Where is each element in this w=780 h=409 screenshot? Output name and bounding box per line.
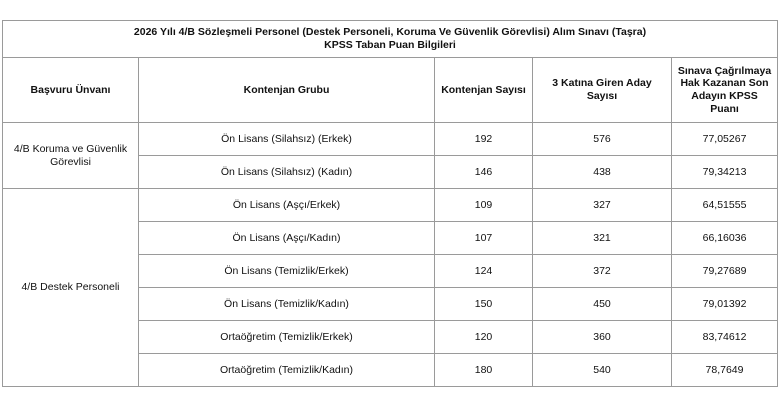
quota-group-cell: Ön Lisans (Aşçı/Kadın) (139, 222, 435, 255)
table-row (3, 123, 778, 156)
header-last-candidate-score: Sınava Çağrılmaya Hak Kazanan Son Adayın KPSS Puanı (672, 58, 778, 123)
score-cell: 79,27689 (672, 255, 778, 288)
candidates-cell: 360 (533, 321, 672, 354)
score-cell: 64,51555 (672, 189, 778, 222)
candidates-cell: 327 (533, 189, 672, 222)
quota-cell: 109 (435, 189, 533, 222)
quota-group-cell: Ortaöğretim (Temizlik/Kadın) (139, 354, 435, 387)
header-candidate-count: 3 Katına Giren Aday Sayısı (533, 58, 672, 123)
title-line-2: KPSS Taban Puan Bilgileri (324, 39, 456, 51)
candidates-cell: 321 (533, 222, 672, 255)
quota-group-cell: Ortaöğretim (Temizlik/Erkek) (139, 321, 435, 354)
group-title: 4/B Koruma ve Güvenlik Görevlisi (3, 123, 139, 189)
quota-cell: 180 (435, 354, 533, 387)
table-row (3, 189, 778, 222)
quota-cell: 146 (435, 156, 533, 189)
score-cell: 77,05267 (672, 123, 778, 156)
score-cell: 66,16036 (672, 222, 778, 255)
quota-cell: 150 (435, 288, 533, 321)
quota-group-cell: Ön Lisans (Temizlik/Erkek) (139, 255, 435, 288)
quota-cell: 107 (435, 222, 533, 255)
score-cell: 78,7649 (672, 354, 778, 387)
quota-cell: 120 (435, 321, 533, 354)
quota-group-cell: Ön Lisans (Silahsız) (Kadın) (139, 156, 435, 189)
header-quota-group: Kontenjan Grubu (139, 58, 435, 123)
candidates-cell: 372 (533, 255, 672, 288)
quota-group-cell: Ön Lisans (Silahsız) (Erkek) (139, 123, 435, 156)
kpss-score-table (2, 20, 778, 387)
quota-cell: 192 (435, 123, 533, 156)
candidates-cell: 540 (533, 354, 672, 387)
candidates-cell: 450 (533, 288, 672, 321)
candidates-cell: 576 (533, 123, 672, 156)
header-quota-count: Kontenjan Sayısı (435, 58, 533, 123)
title-line-1: 2026 Yılı 4/B Sözleşmeli Personel (Destek Personeli, Koruma Ve Güvenlik Görevlisi) Alım Sınavı (Taşra) (133, 26, 647, 39)
table-title (3, 21, 778, 58)
score-cell: 79,01392 (672, 288, 778, 321)
quota-group-cell: Ön Lisans (Temizlik/Kadın) (139, 288, 435, 321)
quota-group-cell: Ön Lisans (Aşçı/Erkek) (139, 189, 435, 222)
header-application-title: Başvuru Ünvanı (3, 58, 139, 123)
score-cell: 83,74612 (672, 321, 778, 354)
candidates-cell: 438 (533, 156, 672, 189)
group-title: 4/B Destek Personeli (3, 189, 139, 387)
quota-cell: 124 (435, 255, 533, 288)
score-cell: 79,34213 (672, 156, 778, 189)
